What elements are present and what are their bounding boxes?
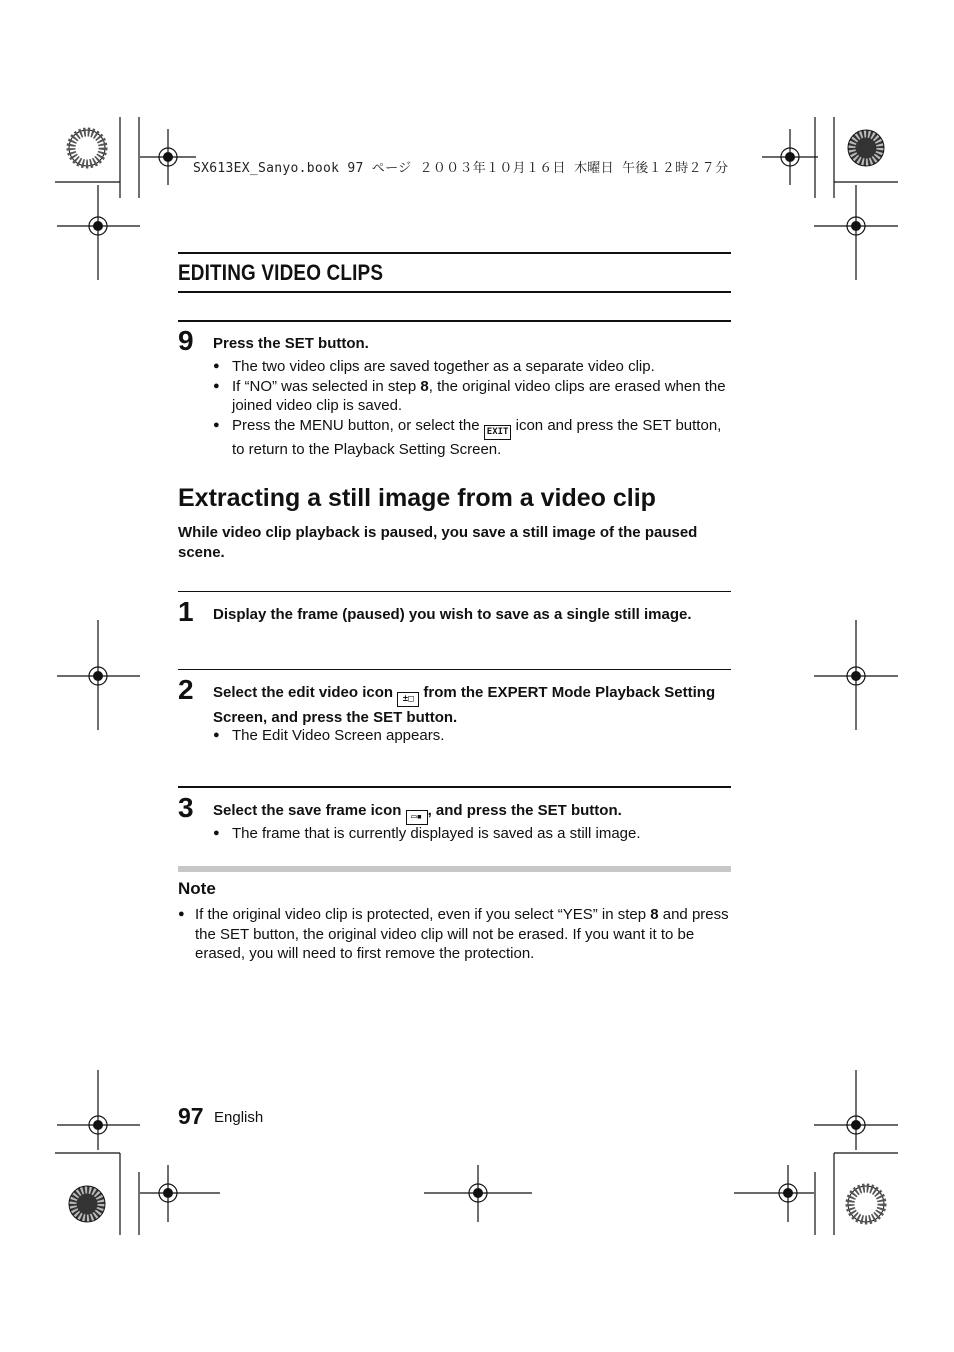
page-language: English xyxy=(214,1109,264,1126)
step-9-number: 9 xyxy=(178,325,194,356)
step-2-title: Select the edit video icon ±□ from the EXPERT Mode Playback Setting Screen, and press the SET button. xyxy=(213,684,716,726)
list-item: ● If the original video clip is protected, even if you select “YES” in step 8 and press the SET button, the original video clip will not be erased. If you want it to be erased, you will need to first remove the protection. xyxy=(178,905,731,964)
step-1-rule xyxy=(178,591,731,592)
note-title: Note xyxy=(178,879,216,898)
save-frame-icon: ▭▪ xyxy=(406,810,428,825)
page-heading: Extracting a still image from a video clip xyxy=(178,484,656,512)
print-header: SX613EX_Sanyo.book 97 ページ ２００３年１０月１６日 木曜日 午後１２時２７分 xyxy=(193,161,729,176)
list-item: ● Press the MENU button, or select the EXIT icon and press the SET button, to return to the Playback Setting Screen. xyxy=(213,416,731,460)
step-3-title: Select the save frame icon ▭▪ , and press the SET button. xyxy=(213,800,731,825)
step-1-title: Display the frame (paused) you wish to save as a single still image. xyxy=(213,606,692,623)
list-item: ● The two video clips are saved together as a separate video clip. xyxy=(213,357,731,377)
step-1-number: 1 xyxy=(178,596,194,627)
page-number: 97 xyxy=(178,1103,204,1129)
step-2-bullets xyxy=(213,726,731,746)
lead-paragraph: While video clip playback is paused, you save a still image of the paused scene. xyxy=(178,524,698,561)
step-9-title: Press the SET button. xyxy=(213,335,369,352)
note-divider xyxy=(178,866,731,872)
note-list xyxy=(178,905,731,964)
section-bottom-rule xyxy=(178,291,731,293)
step-2-number: 2 xyxy=(178,674,194,705)
list-item: ● If “NO” was selected in step 8, the original video clips are erased when the joined video clip is saved. xyxy=(213,377,731,416)
list-item: ● The Edit Video Screen appears. xyxy=(213,726,731,746)
step-3-bullets xyxy=(213,824,731,844)
step-2-rule xyxy=(178,669,731,670)
exit-icon: EXIT xyxy=(484,425,512,440)
step-3-number: 3 xyxy=(178,792,194,823)
section-top-rule xyxy=(178,252,731,254)
step-9-rule xyxy=(178,320,731,322)
section-title: EDITING VIDEO CLIPS xyxy=(178,260,384,285)
step-3-rule xyxy=(178,786,731,788)
edit-video-icon: ±□ xyxy=(397,692,419,707)
step-9-bullets xyxy=(213,357,731,459)
list-item: ● The frame that is currently displayed is saved as a still image. xyxy=(213,824,731,844)
